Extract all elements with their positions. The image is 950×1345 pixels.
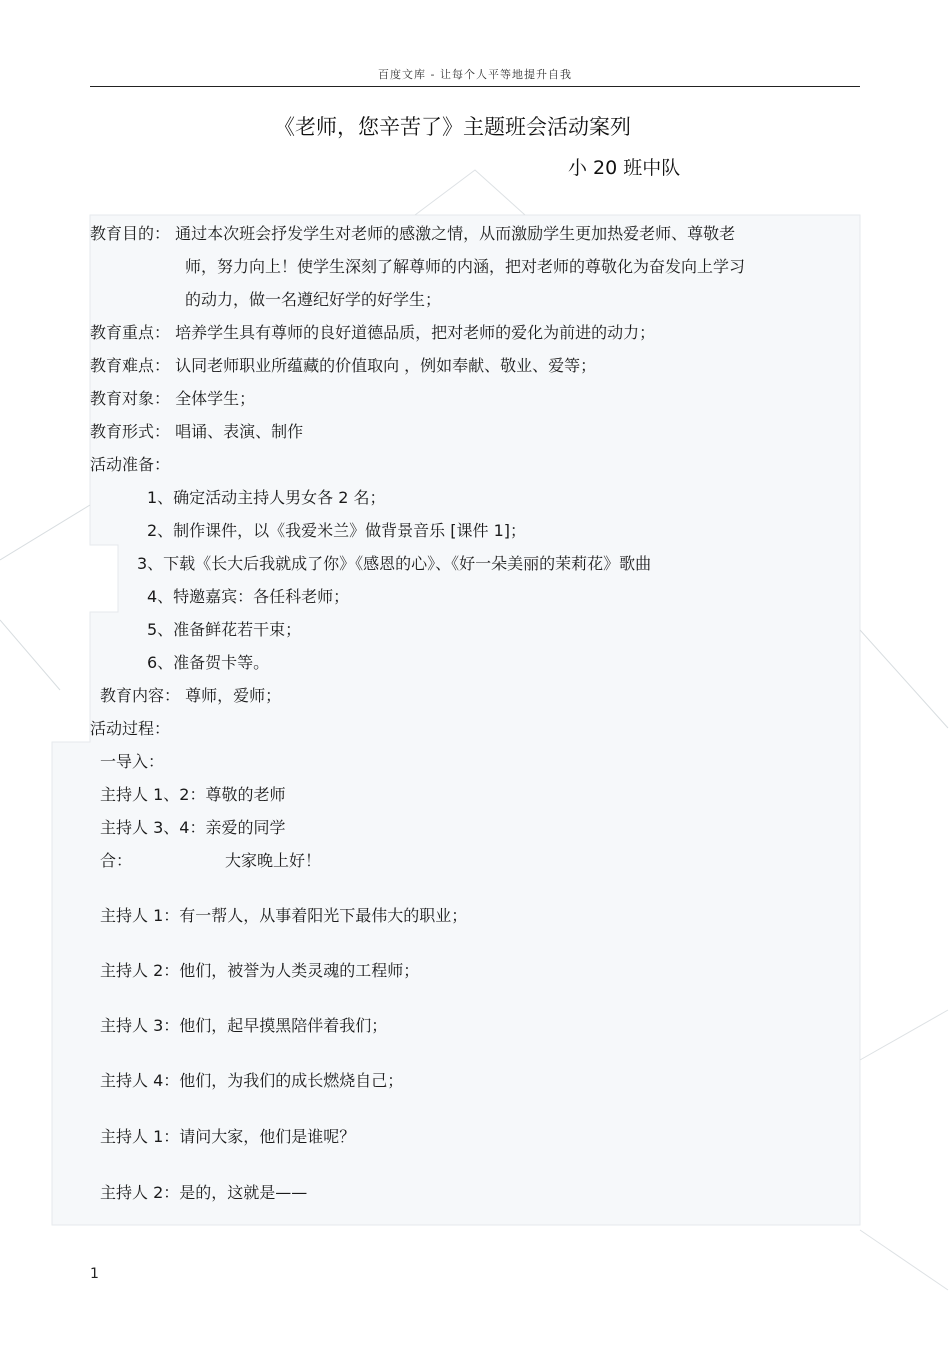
body-line: 教育难点： 认同老师职业所蕴藏的价值取向 ，例如奉献、敬业、爱等； (90, 356, 597, 375)
dialogue-line: 主持人 4：他们，为我们的成长燃烧自己； (100, 1071, 404, 1090)
list-item: 6、准备贺卡等。 (147, 653, 270, 672)
body-line: 教育目的： 通过本次班会抒发学生对老师的感激之情，从而激励学生更加热爱老师、尊敬老 (90, 224, 736, 243)
background-diagonal-line (860, 1230, 948, 1290)
background-diagonal-line (860, 1010, 948, 1060)
body-line: 师，努力向上！使学生深刻了解尊师的内涵，把对老师的尊敬化为奋发向上学习 (185, 257, 746, 276)
document-title: 《老师，您辛苦了》主题班会活动案列 (274, 115, 631, 139)
body-line: 活动准备： (90, 455, 171, 474)
background-diagonal-line (860, 630, 948, 728)
header-divider (90, 86, 860, 87)
dialogue-line: 主持人 2：是的，这就是—— (100, 1183, 308, 1202)
dialogue-speaker: 合： (100, 851, 133, 870)
body-line: 的动力，做一名遵纪好学的好学生； (185, 290, 442, 309)
background-diagonal-line (415, 170, 525, 215)
background-diagonal-line (0, 620, 60, 690)
body-line: 教育内容： 尊师，爱师； (100, 686, 282, 705)
body-line: 教育形式： 唱诵、表演、制作 (90, 422, 304, 441)
list-item: 2、制作课件，以《我爱米兰》做背景音乐 [课件 1]； (147, 521, 527, 540)
page-header: 百度文库 - 让每个人平等地提升自我 (378, 68, 572, 81)
background-diagonal-line (0, 505, 90, 560)
document-subtitle: 小 20 班中队 (568, 157, 681, 179)
dialogue-line: 主持人 1：请问大家，他们是谁呢？ (100, 1127, 356, 1146)
list-item: 4、特邀嘉宾：各任科老师； (147, 587, 350, 606)
body-line: 教育重点： 培养学生具有尊师的良好道德品质，把对老师的爱化为前进的动力； (90, 323, 656, 342)
body-line: 一导入： (100, 752, 165, 771)
dialogue-line: 主持人 3、4：亲爱的同学 (100, 818, 286, 837)
list-item: 3、下载《长大后我就成了你》《感恩的心》、《好一朵美丽的茉莉花》歌曲 (137, 554, 652, 573)
body-line: 活动过程： (90, 719, 171, 738)
dialogue-line: 主持人 1、2：尊敬的老师 (100, 785, 286, 804)
dialogue-line: 大家晚上好！ (225, 851, 322, 870)
dialogue-line: 主持人 3：他们，起早摸黑陪伴着我们； (100, 1016, 388, 1035)
dialogue-line: 主持人 2：他们，被誉为人类灵魂的工程师； (100, 961, 420, 980)
dialogue-line: 主持人 1：有一帮人，从事着阳光下最伟大的职业； (100, 906, 468, 925)
list-item: 1、确定活动主持人男女各 2 名； (147, 488, 386, 507)
list-item: 5、准备鲜花若干束； (147, 620, 302, 639)
page-number: 1 (90, 1266, 99, 1282)
body-line: 教育对象： 全体学生； (90, 389, 256, 408)
